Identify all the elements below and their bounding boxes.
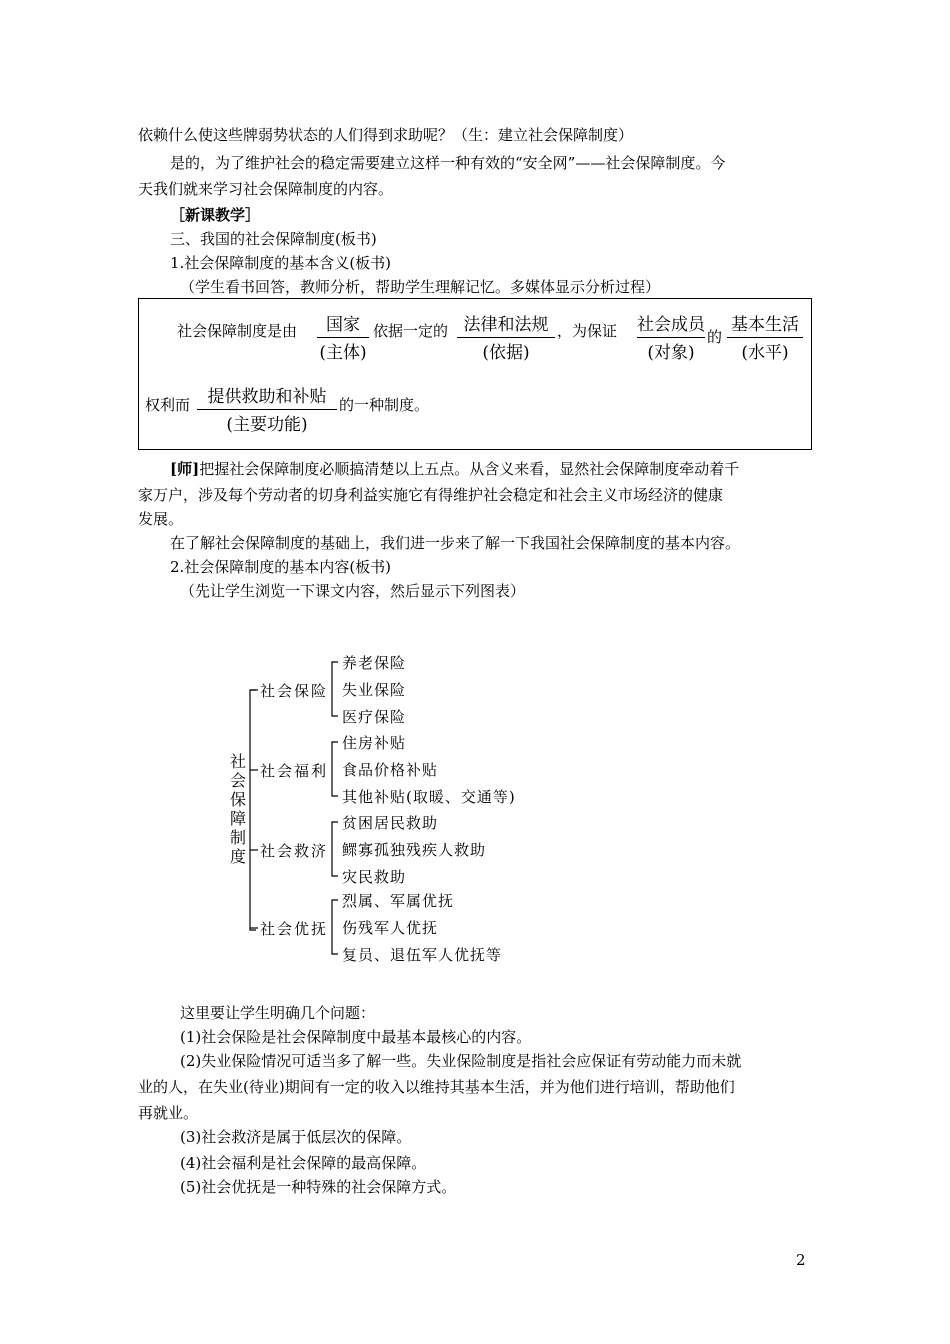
social-security-tree-diagram [220,640,540,970]
points-lead: 这里要让学生明确几个问题： [180,1004,376,1022]
tree-leaf: 灾民救助 [342,868,407,886]
bracket-social-relief [332,822,338,876]
teacher-line-3: 发展。 [138,510,184,528]
tree-leaf: 食品价格补贴 [342,761,439,779]
definition-text-6: 的一种制度。 [339,396,430,414]
tree-leaf: 复员、退伍军人优抚等 [342,946,503,964]
intro-line-2: 是的，为了维护社会的稳定需要建立这样一种有效的“安全网”——社会保障制度。今 [170,154,726,172]
teacher-line-4: 在了解社会保障制度的基础上，我们进一步来了解一下我国社会保障制度的基本内容。 [170,534,741,552]
tree-root-label: 社 会 保 障 制 度 [229,752,246,866]
tree-leaf: 伤残军人优抚 [342,919,439,937]
intro-line-3: 天我们就来学习社会保障制度的内容。 [138,180,394,198]
category-social-insurance: 社会保险 [260,682,329,700]
definition-note-level: (水平) [741,343,789,363]
page-number: 2 [796,1251,806,1269]
definition-text-3: ，为保证 [557,322,618,340]
subheading-1-note: （学生看书回答，教师分析，帮助学生理解记忆。多媒体显示分析过程） [180,278,661,296]
point-2-line-2: 业的人，在失业(待业)期间有一定的收入以维持其基本生活，并为他们进行培训，帮助他们 [138,1078,735,1096]
new-lesson-heading: ［新课教学］ [170,206,261,224]
point-2-line-3: 再就业。 [138,1104,199,1122]
tree-leaf: 住房补贴 [342,734,407,752]
tree-leaf: 失业保险 [342,681,407,699]
point-2-line-1: (2)失业保险情况可适当多了解一些。失业保险制度是指社会应保证有劳动能力而未就 [180,1052,742,1070]
root-bracket [250,690,256,930]
point-5: (5)社会优抚是一种特殊的社会保障方式。 [180,1178,457,1196]
definition-text-4: 的 [707,328,723,346]
teacher-text-1: 把握社会保障制度必顺搞清楚以上五点。从含义来看，显然社会保障制度牵动着千 [199,460,740,478]
subheading-2: 2.社会保障制度的基本内容(板书) [170,558,392,576]
definition-blank-function: 提供救助和补贴 [197,385,337,410]
point-3: (3)社会救济是属于低层次的保障。 [180,1128,412,1146]
tree-leaf: 养老保险 [342,654,407,672]
category-special-care: 社会优抚 [260,920,329,938]
definition-blank-basis: 法律和法规 [457,313,555,338]
section-heading-3: 三、我国的社会保障制度(板书) [170,230,377,248]
teacher-line-2: 家万户，涉及每个劳动者的切身利益实施它有得维护社会稳定和社会主义市场经济的健康 [138,486,724,504]
definition-note-basis: (依据) [482,343,530,363]
bracket-social-welfare [332,742,338,796]
tree-leaf: 贫困居民救助 [342,814,439,832]
teacher-line-1 [170,458,739,480]
category-social-welfare: 社会福利 [260,762,329,780]
definition-box [138,298,812,450]
definition-blank-level: 基本生活 [727,313,803,338]
definition-note-subject: (主体) [319,343,367,363]
definition-note-object: (对象) [647,343,695,363]
definition-text-5: 权利而 [145,396,191,414]
definition-blank-object: 社会成员 [637,313,705,338]
tree-leaf: 烈属、军属优抚 [342,892,455,910]
tree-leaf: 鳏寡孤独残疾人救助 [342,841,487,859]
subheading-1: 1.社会保障制度的基本含义(板书) [170,254,392,272]
definition-blank-subject: 国家 [317,313,369,338]
point-1: (1)社会保险是社会保障制度中最基本最核心的内容。 [180,1028,532,1046]
point-4: (4)社会福利是社会保障的最高保障。 [180,1154,427,1172]
definition-text-2: 依据一定的 [373,322,449,340]
definition-text-1: 社会保障制度是由 [177,322,298,340]
definition-note-function: (主要功能) [226,415,308,435]
tree-leaf: 医疗保险 [342,708,407,726]
intro-line-1: 依赖什么使这些牌弱势状态的人们得到求助呢？（生：建立社会保障制度） [138,126,634,144]
tree-leaf: 其他补贴(取暖、交通等) [342,788,516,806]
bracket-social-insurance [332,662,338,716]
subheading-2-note: （先让学生浏览一下课文内容，然后显示下列图表） [180,582,526,600]
teacher-tag: [师] [170,460,200,478]
bracket-special-care [332,900,338,954]
category-social-relief: 社会救济 [260,842,329,860]
